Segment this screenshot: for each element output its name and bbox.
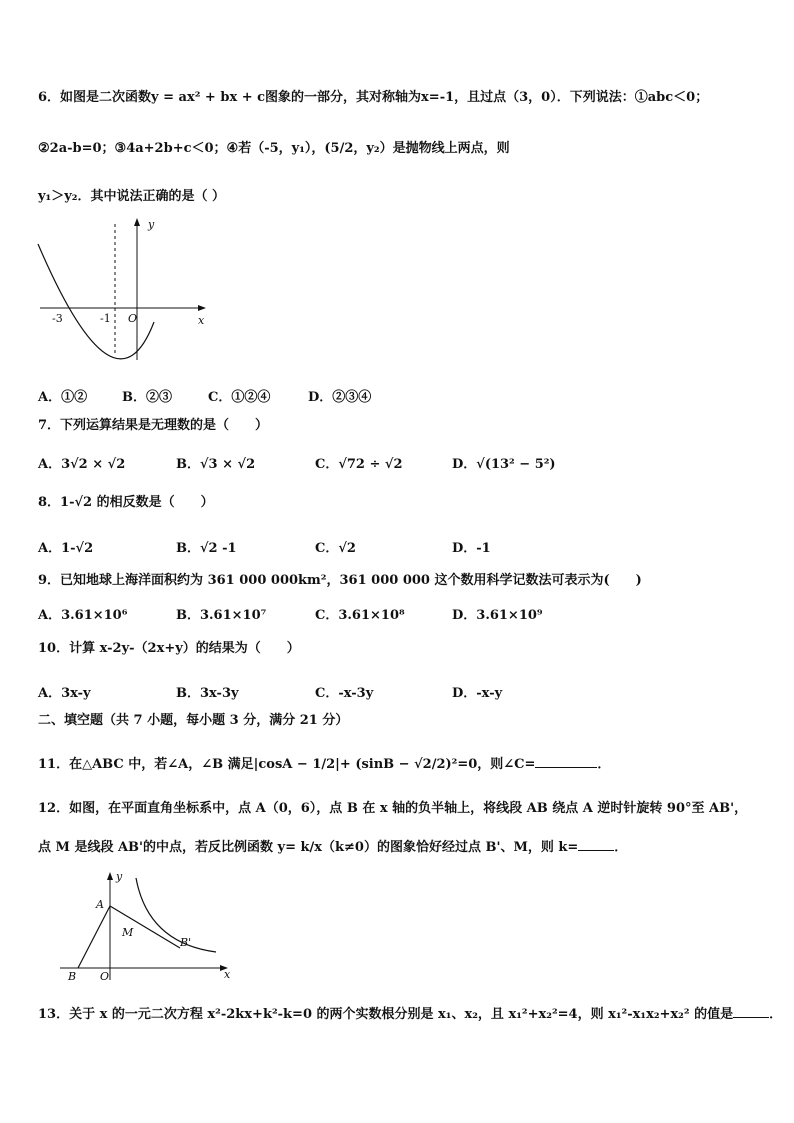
q11-stem [38,755,610,773]
section-title-fill-in: 二、填空题（共 7 小题，每小题 3 分，满分 21 分） [38,713,349,728]
q7-option-b: B．√3 × √2 [176,457,256,472]
q12-point-a-label: A [96,898,104,911]
q13-stem-text: 13．关于 x 的一元二次方程 x²-2kx+k²-k=0 的两个实数根分别是 x₁、x₂，且 x₁²+x₂²=4，则 x₁²-x₁x₂+x₂² 的值是 [38,1007,734,1022]
q8-option-b: B．√2 -1 [176,541,237,556]
q6-option-c: C．①②④ [208,390,271,405]
q12-line1: 12．如图，在平面直角坐标系中，点 A（0，6），点 B 在 x 轴的负半轴上，将线段 AB 绕点 A 逆时针旋转 90°至 AB'， [38,801,748,816]
q11-stem-text: 11．在△ABC 中，若∠A，∠B 满足|cosA − 1/2|+ (sinB − √2/2)²=0，则∠C= [38,757,536,772]
q12-origin-label: O [100,970,110,983]
q7-stem: 7．下列运算结果是无理数的是（ ） [38,418,269,433]
q12-point-m-label: M [122,926,134,939]
q6-y-arrow-icon [134,218,140,226]
q12-answer-blank[interactable] [578,838,614,851]
q13-stem [38,1005,782,1023]
q12-y-label: y [116,870,123,883]
q12-segment-ab [78,906,110,968]
q12-hyperbola-curve [136,878,216,952]
q6-option-a: A．①② [38,390,88,405]
q13-answer-blank[interactable] [733,1005,769,1018]
q9-option-c: C．3.61×10⁸ [315,608,405,623]
q6-parabola-figure [36,214,216,364]
q12-point-b-label: B [68,970,77,983]
q6-tick-minus-3: -3 [52,312,63,325]
q13-stem-end: ． [769,1007,783,1022]
q6-option-d: D．②③④ [308,390,372,405]
q7-option-a: A．3√2 × √2 [38,457,126,472]
q6-x-label: x [198,314,205,327]
q10-stem: 10．计算 x-2y-（2x+y）的结果为（ ） [38,641,300,656]
q12-coordinate-figure [56,868,238,983]
q8-stem: 8．1-√2 的相反数是（ ） [38,495,214,510]
q6-x-arrow-icon [198,305,206,311]
q7-option-d: D．√(13² − 5²) [452,457,556,472]
q12-line2-end: ． [614,840,628,855]
q9-option-d: D．3.61×10⁹ [452,608,543,623]
q12-y-arrow-icon [107,872,113,880]
q12-line2 [38,838,627,856]
q10-option-b: B．3x-3y [176,686,239,701]
q6-origin-label: O [128,312,138,325]
q12-segment-ab-prime [110,906,180,948]
q7-option-c: C．√72 ÷ √2 [315,457,403,472]
q9-option-b: B．3.61×10⁷ [176,608,267,623]
q8-option-d: D．-1 [452,541,491,556]
q10-option-c: C．-x-3y [315,686,374,701]
q10-option-d: D．-x-y [452,686,503,701]
q11-answer-blank[interactable] [535,755,597,768]
q9-stem: 9．已知地球上海洋面积约为 361 000 000km²，361 000 000 这个数用科学记数法可表示为( ) [38,573,642,588]
q12-point-b-prime-label: B' [180,936,192,949]
q6-y-label: y [148,218,155,231]
q12-line2-text: 点 M 是线段 AB'的中点，若反比例函数 y= k/x（k≠0）的图象恰好经过点 B'、M，则 k= [38,840,579,855]
q6-option-b: B．②③ [122,390,172,405]
q10-option-a: A．3x-y [38,686,91,701]
q6-line2: ②2a-b=0；③4a+2b+c＜0；④若（-5，y₁），(5/2，y₂）是抛物线上两点，则 [38,141,510,156]
q11-stem-end: ． [597,757,611,772]
q12-x-label: x [224,968,231,981]
q6-tick-minus-1: -1 [100,312,111,325]
q8-option-c: C．√2 [315,541,356,556]
q8-option-a: A．1-√2 [38,541,94,556]
q6-line3: y₁＞y₂．其中说法正确的是（ ） [38,189,226,204]
q9-option-a: A．3.61×10⁶ [38,608,128,623]
q6-line1: 6．如图是二次函数y = ax² + bx + c图象的一部分，其对称轴为x=-1，且过点（3，0）．下列说法：①abc＜0； [38,90,709,105]
